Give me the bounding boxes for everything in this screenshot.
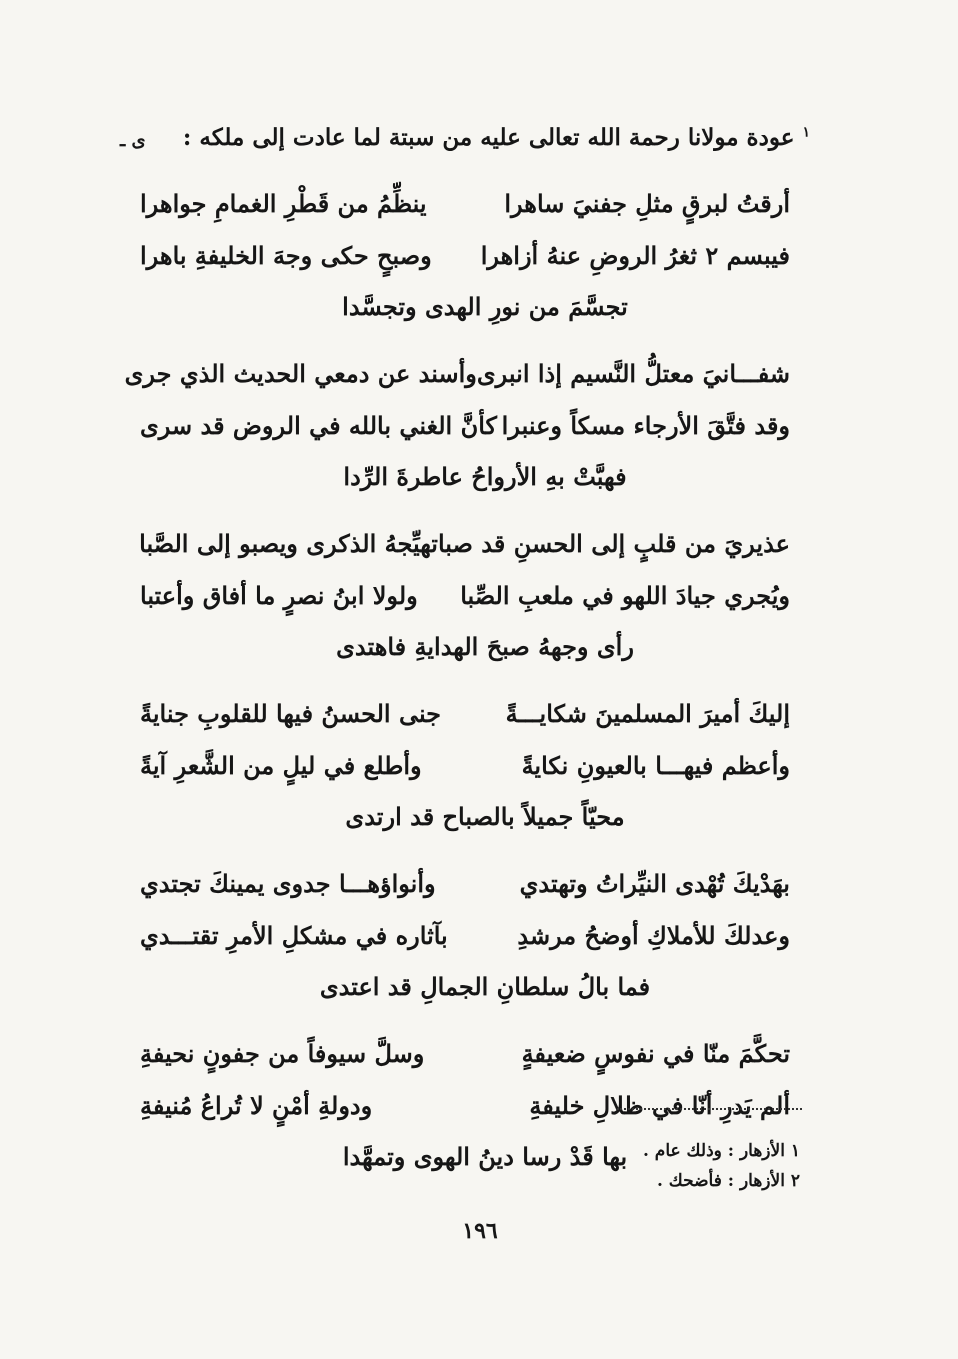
footnote: ٢ الأزهار : فأضحك . bbox=[656, 1171, 800, 1191]
stanza bbox=[124, 348, 790, 502]
hemistich-first: أرقتُ لبرقٍ مثلِ جفنيَ ساهرا bbox=[504, 189, 790, 218]
hemistich-first: ألم يَدرِ أنّا في ظلالِ خليفةِ bbox=[529, 1091, 790, 1120]
verse-line bbox=[140, 858, 790, 910]
hemistich-second: وأطلع في ليلٍ من الشَّعرِ آيةً bbox=[140, 751, 422, 780]
verse-line bbox=[140, 178, 790, 230]
hemistich-second: كأنَّ الغني بالله في الروض قد سرى bbox=[140, 411, 497, 440]
refrain-line: بها قَدْ رسا دينُ الهوى وتمهَّدا bbox=[342, 1142, 628, 1171]
hemistich-first: وعدلكَ للأملاكِ أوضحُ مرشدِ bbox=[517, 921, 790, 950]
hemistich-second: ولولا ابنُ نصرٍ ما أفاق وأعتبا bbox=[140, 581, 418, 610]
verse-line bbox=[140, 570, 790, 622]
verse-line bbox=[140, 1028, 790, 1080]
stanza bbox=[140, 858, 790, 1012]
refrain-line: رأى وجههُ صبحَ الهدايةِ فاهتدى bbox=[336, 632, 634, 661]
poem bbox=[124, 178, 790, 1198]
hemistich-second: جنى الحسنُ فيها للقلوبِ جنايةً bbox=[140, 699, 442, 728]
hemistich-second: ودولةِ أمْنٍ لا تُراعُ مُنيفةِ bbox=[140, 1091, 373, 1120]
hemistich-second: وصبحٍ حكى وجهَ الخليفةِ باهرا bbox=[140, 241, 432, 270]
verse-line bbox=[140, 518, 790, 570]
hemistich-first: شفـــانيَ معتلُّ النَّسيم إذا انبرى bbox=[476, 359, 790, 388]
refrain-line: فما بالُ سلطانِ الجمالِ قد اعتدى bbox=[319, 972, 651, 1001]
footnotes bbox=[560, 1136, 800, 1196]
intro-footnote-ref: ١ bbox=[802, 124, 810, 141]
intro-text: عودة مولانا رحمة الله تعالى عليه من سبتة لما عادت إلى ملكه : bbox=[182, 124, 795, 151]
hemistich-first: إليكَ أميرَ المسلمينَ شكايـــةً bbox=[505, 699, 790, 728]
verse-line bbox=[140, 400, 790, 452]
hemistich-first: وقد فتَّقَ الأرجاء مسكاً وعنبرا bbox=[501, 411, 790, 440]
verse-line bbox=[124, 348, 790, 400]
hemistich-second: وسلَّ سيوفاً من جفونٍ نحيفةِ bbox=[140, 1039, 425, 1068]
refrain-line: تجسَّمَ من نورِ الهدى وتجسَّدا bbox=[342, 292, 628, 321]
verse-line bbox=[140, 740, 790, 792]
verse-line bbox=[140, 688, 790, 740]
stanza bbox=[140, 688, 790, 842]
refrain-line: فهبَّتْ بهِ الأرواحُ عاطرةَ الرِّدا bbox=[343, 462, 627, 491]
footnote: ١ الأزهار : وذلك عام . bbox=[642, 1141, 800, 1161]
footnote-divider bbox=[617, 1108, 802, 1110]
hemistich-second: بآثاره في مشكلِ الأمرِ تقتـــدي bbox=[140, 921, 448, 950]
hemistich-first: عذيريَ من قلبٍ إلى الحسنِ قد صبا bbox=[437, 529, 790, 558]
verse-line bbox=[140, 910, 790, 962]
hemistich-second: وأسند عن دمعي الحديث الذي جرى bbox=[124, 359, 477, 388]
verse-line bbox=[140, 1080, 790, 1132]
intro-heading bbox=[120, 124, 810, 151]
hemistich-second: تهيِّجهُ الذكرى ويصبو إلى الصَّبا bbox=[139, 529, 438, 558]
intro-marker: ى ـ bbox=[120, 130, 146, 151]
hemistich-first: بهَدْيكَ تُهْدى النيِّراتُ وتهتدي bbox=[519, 869, 790, 898]
page-number: ١٩٦ bbox=[462, 1218, 498, 1244]
refrain-line: محيّاً جميلاً بالصباح قد ارتدى bbox=[345, 802, 625, 831]
hemistich-first: تحكَّمَ منّا في نفوسٍ ضعيفةٍ bbox=[521, 1039, 790, 1068]
hemistich-first: ويُجري جيادَ اللهو في ملعبِ الصِّبا bbox=[460, 581, 790, 610]
hemistich-first: فيبسم ٢ ثغرُ الروضِ عنهُ أزاهرا bbox=[480, 241, 790, 270]
hemistich-first: وأعظم فيهـــا بالعيونِ نكايةً bbox=[521, 751, 790, 780]
verse-line bbox=[140, 230, 790, 282]
stanza bbox=[140, 178, 790, 332]
stanza bbox=[140, 518, 790, 672]
hemistich-second: ينظِّمُ من قَطْرِ الغمامِ جواهرا bbox=[140, 189, 427, 218]
hemistich-second: وأنواؤهـــا جدوى يمينكَ تجتدي bbox=[140, 869, 436, 898]
